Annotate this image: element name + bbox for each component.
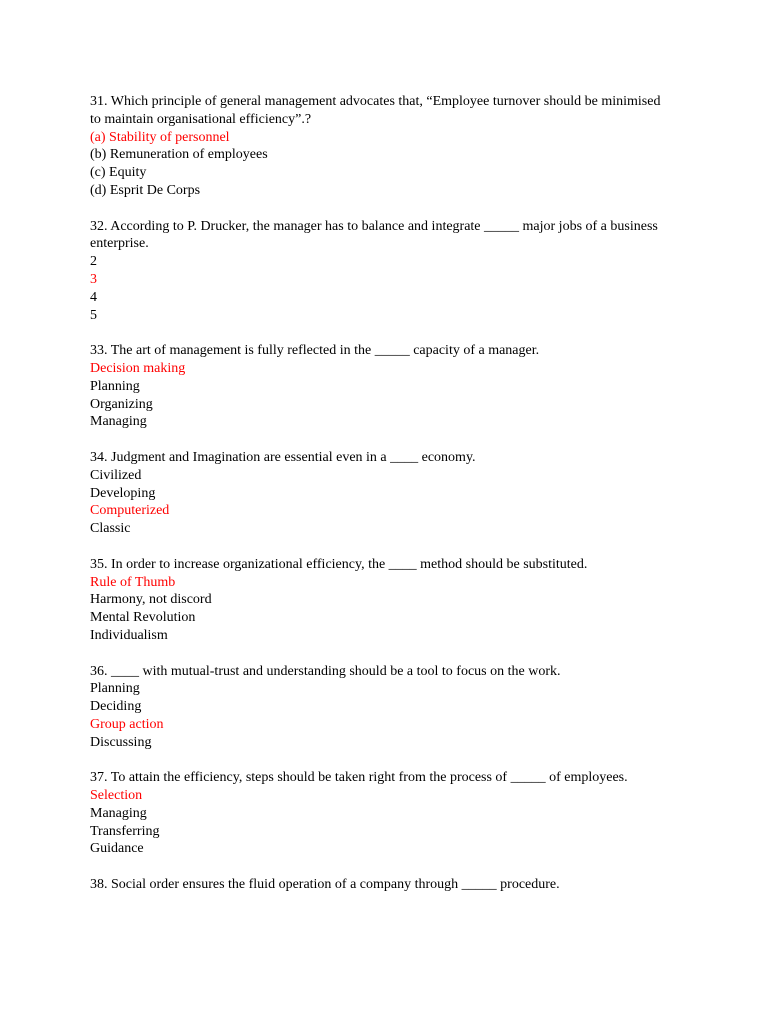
question-31 [90,93,670,200]
option-3: 4 [90,289,97,305]
question-36 [90,663,670,752]
option-1-correct: Selection [90,788,143,804]
option-2: Managing [90,805,147,821]
option-d: (d) Esprit De Corps [90,182,201,198]
question-text: 32. According to P. Drucker, the manager has to balance and integrate _____ major jobs of a business enterprise. [90,218,658,252]
question-text: 36. ____ with mutual-trust and understanding should be a tool to focus on the work. [90,663,561,679]
question-text: 34. Judgment and Imagination are essential even in a ____ economy. [90,449,476,465]
option-2: Developing [90,485,156,501]
option-3: Organizing [90,396,153,412]
question-text: 37. To attain the efficiency, steps should be taken right from the process of _____ of employees. [90,770,628,786]
option-4: Guidance [90,841,144,857]
option-1: Planning [90,681,140,697]
option-4: Managing [90,414,147,430]
option-2: Deciding [90,699,142,715]
question-37 [90,769,670,858]
question-text: 38. Social order ensures the fluid operation of a company through _____ procedure. [90,877,560,893]
question-text: 33. The art of management is fully reflected in the _____ capacity of a manager. [90,343,540,359]
option-4: Discussing [90,734,152,750]
option-4: 5 [90,307,97,323]
option-2-correct: 3 [90,271,97,287]
question-35 [90,556,670,645]
option-3: Transferring [90,823,160,839]
question-34 [90,449,670,538]
option-a-correct: (a) Stability of personnel [90,129,230,145]
option-3: Mental Revolution [90,610,196,626]
option-b: (b) Remuneration of employees [90,147,268,163]
question-text: 31. Which principle of general management advocates that, “Employee turnover should be minimised to maintain organisational efficiency”.? [90,94,661,127]
document-page [90,93,670,912]
option-1: 2 [90,254,97,270]
option-1-correct: Decision making [90,360,186,376]
option-4: Individualism [90,627,168,643]
option-3-correct: Group action [90,716,164,732]
option-2: Harmony, not discord [90,592,212,608]
option-1-correct: Rule of Thumb [90,574,176,590]
question-33 [90,342,670,431]
question-32 [90,218,670,325]
option-3-correct: Computerized [90,503,170,519]
question-38 [90,876,670,894]
option-1: Civilized [90,467,142,483]
option-c: (c) Equity [90,165,147,181]
question-text: 35. In order to increase organizational efficiency, the ____ method should be substituted. [90,556,588,572]
option-2: Planning [90,378,140,394]
option-4: Classic [90,521,131,537]
